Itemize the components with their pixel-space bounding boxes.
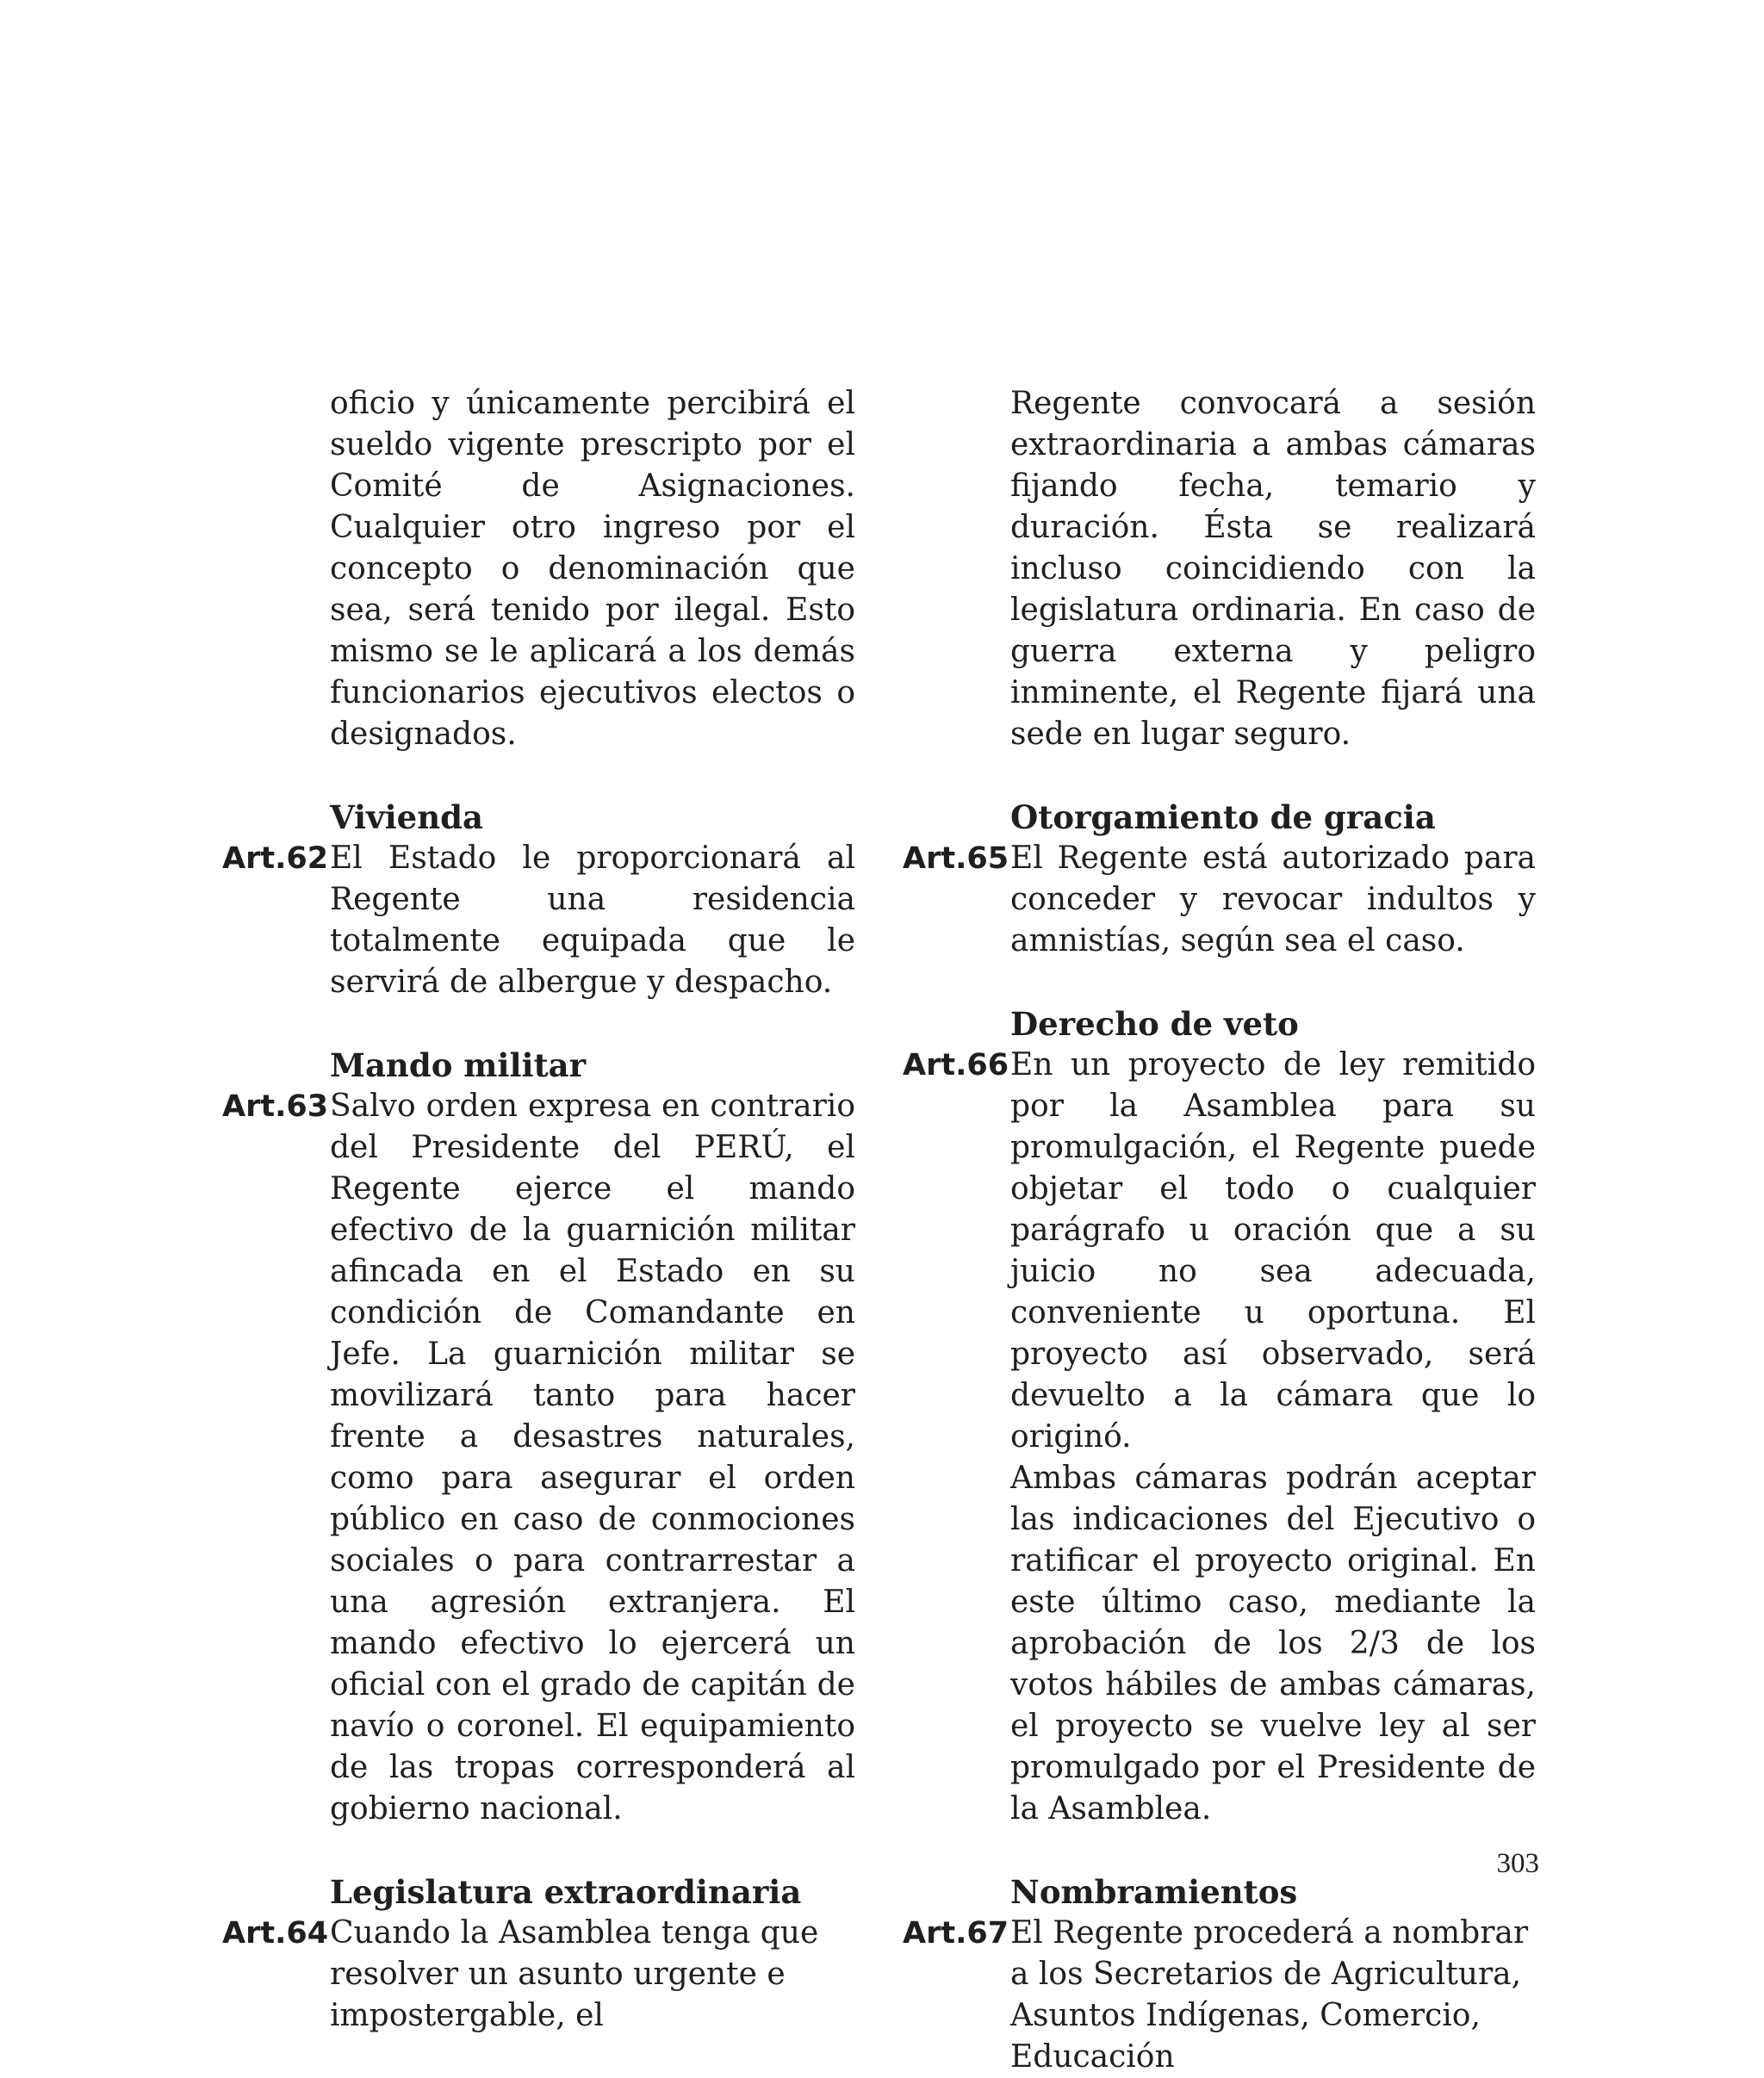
intro-paragraph: Regente convocará a sesión extraordinaria a ambas cámaras fijando fecha, temario y duración. Ésta se realizará incluso coincidiendo con la legislatura ordinaria. En caso de guerra externa y peligro inminente, el Regente fijará una sede en lugar seguro. bbox=[1010, 386, 1536, 752]
article-text: Salvo orden expresa en contrario del Presidente del PERÚ, el Regente ejerce el mando efectivo de la guarnición militar afincada en el Estado en su condición de Comandante en Jefe. La guarnición militar se movilizará tanto para hacer frente a desastres naturales, como para asegurar el orden público en caso de conmociones sociales o para contrarrestar a una agresión extranjera. El mando efectivo lo ejercerá un oficial con el grado de capitán de navío o coronel. El equipamiento de las tropas corresponderá al gobierno nacional. bbox=[330, 1089, 855, 1827]
article-number: Art.67 bbox=[903, 1916, 1009, 1951]
article-text: En un proyecto de ley remitido por la Asamblea para su promulgación, el Regente puede objetar el todo o cualquier parágrafo u oración que a su juicio no sea adecuada, conveniente u oportuna. El proyecto así observado, será devuelto a la cámara que lo originó. bbox=[1010, 1047, 1536, 1455]
section-vivienda bbox=[218, 797, 855, 1003]
article-number: Art.64 bbox=[222, 1916, 329, 1951]
section-heading: Derecho de veto bbox=[1010, 1005, 1299, 1043]
right-column bbox=[898, 383, 1536, 2078]
article-text: El Regente está autorizado para conceder y revocar indultos y amnistías, según sea el caso. bbox=[1010, 841, 1536, 958]
section-derecho-de-veto bbox=[898, 1003, 1536, 1830]
section-legislatura-extraordinaria bbox=[218, 1871, 855, 2037]
section-heading: Vivienda bbox=[330, 798, 483, 836]
section-heading: Mando militar bbox=[330, 1046, 587, 1084]
article-number: Art.66 bbox=[903, 1048, 1009, 1082]
article-number: Art.62 bbox=[222, 841, 329, 876]
section-heading: Otorgamiento de gracia bbox=[1010, 798, 1436, 836]
left-column bbox=[218, 383, 855, 2037]
article-text: El Regente procederá a nombrar a los Secretarios de Agricultura, Asuntos Indígenas, Comercio, Educación bbox=[1010, 1915, 1529, 2075]
article-text: Cuando la Asamblea tenga que resolver un asunto urgente e impostergable, el bbox=[330, 1915, 819, 2033]
section-otorgamiento-de-gracia bbox=[898, 797, 1536, 962]
section-nombramientos bbox=[898, 1871, 1536, 2078]
intro-paragraph: oficio y únicamente percibirá el sueldo vigente prescripto por el Comité de Asignaciones. Cualquier otro ingreso por el concepto o denominación que sea, será tenido por ilegal. Esto mismo se le aplicará a los demás funcionarios ejecutivos electos o designados. bbox=[330, 386, 855, 752]
page-number: 303 bbox=[1496, 1848, 1539, 1879]
section-heading: Legislatura extraordinaria bbox=[330, 1873, 802, 1911]
article-number: Art.63 bbox=[222, 1089, 329, 1124]
article-text-continued: Ambas cámaras podrán aceptar las indicaciones del Ejecutivo o ratificar el proyecto original. En este último caso, mediante la aprobación de los 2/3 de los votos hábiles de ambas cámaras, el proyecto se vuelve ley al ser promulgado por el Presidente de la Asamblea. bbox=[1010, 1461, 1536, 1827]
article-number: Art.65 bbox=[903, 841, 1009, 876]
section-heading: Nombramientos bbox=[1010, 1873, 1298, 1911]
article-text: El Estado le proporcionará al Regente una residencia totalmente equipada que le servirá de albergue y despacho. bbox=[330, 841, 855, 1000]
section-mando-militar bbox=[218, 1045, 855, 1830]
